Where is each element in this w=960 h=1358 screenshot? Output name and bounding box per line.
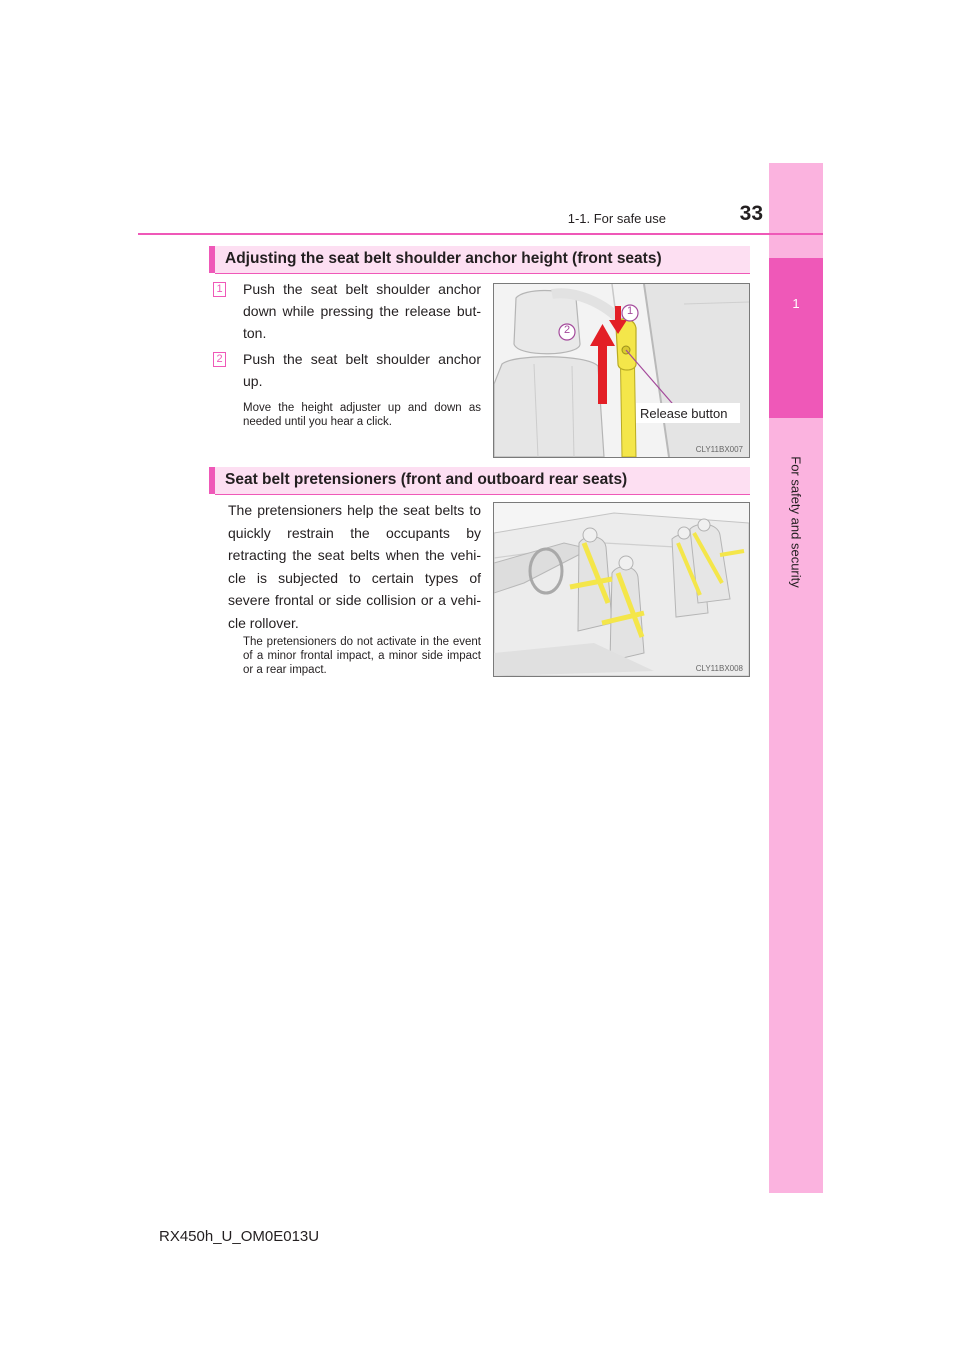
step-2-text: Push the seat belt shoulder anchor up.	[243, 351, 481, 389]
release-button-label: Release button	[640, 406, 728, 421]
pretensioner-cabin-illustration	[494, 503, 749, 676]
section-heading-pretensioners	[209, 467, 750, 494]
figure-shoulder-anchor	[493, 283, 750, 458]
callout-1: 1	[626, 305, 634, 317]
section-heading-text: Seat belt pretensioners (front and outboard rear seats)	[225, 471, 628, 488]
step-note: Move the height adjuster up and down as needed until you hear a click.	[243, 402, 481, 428]
chapter-number: 1	[792, 296, 800, 311]
running-header-section: 1-1. For safe use	[567, 211, 666, 226]
section-heading-rule	[215, 273, 750, 274]
chapter-tab-marker	[769, 258, 823, 418]
pretensioner-note: The pretensioners do not activate in the event of a minor frontal impact, a minor side impact or a rear impact.	[243, 636, 481, 676]
header-rule	[138, 233, 823, 235]
section-heading-shoulder-anchor	[209, 246, 750, 273]
step-number-2: 2	[213, 352, 226, 367]
figure-pretensioners	[493, 502, 750, 677]
pretensioner-description: The pretensioners help the seat belts to quickly restrain the occupants by retracting the seat belts when the vehi- cle is subjected to certain types of severe frontal or side collision or a vehi- cle rollover.	[228, 502, 481, 631]
callout-2: 2	[563, 324, 571, 336]
section-heading-rule	[215, 494, 750, 495]
section-heading-text: Adjusting the seat belt shoulder anchor height (front seats)	[225, 250, 662, 267]
step-number-1: 1	[213, 282, 226, 297]
step-1-text: Push the seat belt shoulder anchor down while pressing the release but- ton.	[243, 281, 481, 341]
chapter-title-text: For safety and security	[788, 456, 804, 588]
footer-model-code: RX450h_U_OM0E013U	[159, 1228, 320, 1245]
figure-code: CLY11BX007	[695, 445, 743, 454]
page-number: 33	[739, 202, 763, 225]
figure-code: CLY11BX008	[695, 664, 743, 673]
